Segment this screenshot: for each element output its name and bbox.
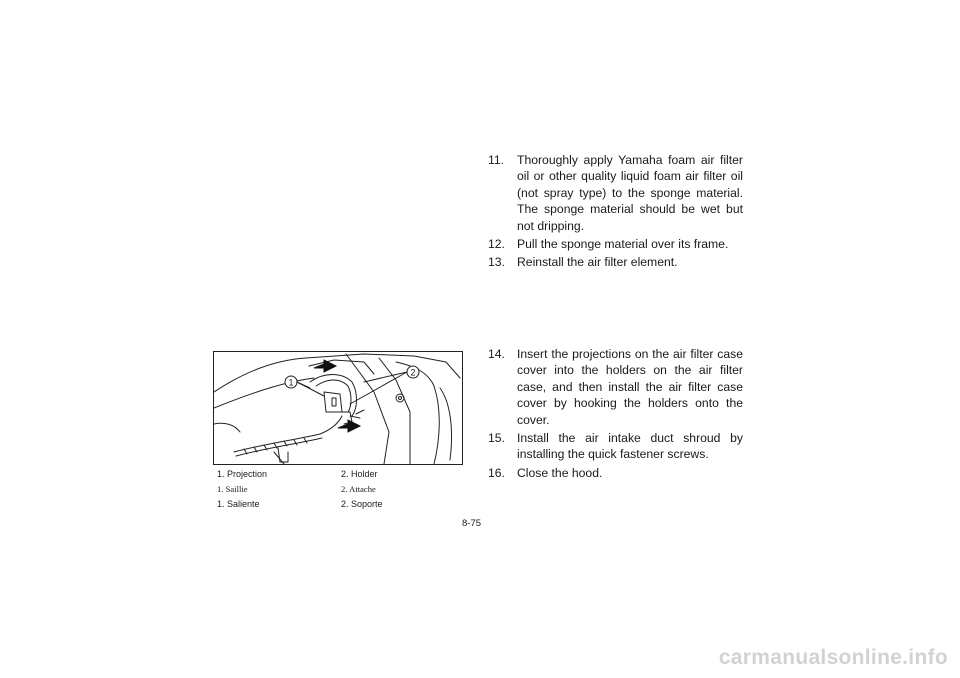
svg-text:2: 2 [410,367,416,378]
step-number: 12. [488,237,505,252]
caption-saillie: 1. Saillie [217,484,248,494]
step-number: 13. [488,255,505,270]
step-number: 15. [488,431,505,446]
air-filter-cover-illustration [213,351,463,465]
instruction-step-12 [488,236,743,252]
caption-projection: 1. Projection [217,469,268,479]
caption-holder: 2. Holder [341,469,378,479]
svg-text:1: 1 [288,377,294,388]
step-text: Close the hood. [517,465,603,480]
instruction-list-bottom [488,346,743,483]
instruction-step-11 [488,152,743,234]
step-text: Install the air intake duct shroud by installing the quick fastener screws. [517,431,743,462]
instruction-list-top [488,152,743,273]
callout-2 [407,366,419,378]
callout-1 [285,376,297,388]
site-watermark: carmanualsonline.info [718,646,948,669]
step-text: Thoroughly apply Yamaha foam air filter oil or other quality liquid foam air filter oil (not spray type) to the sponge material. The sponge material should be wet but not dripping. [517,153,743,233]
instruction-step-16 [488,465,743,481]
instruction-step-14 [488,346,743,428]
air-filter-case-drawing [214,352,462,464]
step-number: 16. [488,465,505,480]
page-number: 8-75 [462,518,482,529]
step-text: Pull the sponge material over its frame. [517,237,729,252]
caption-saliente: 1. Saliente [217,499,260,509]
instruction-step-15 [488,430,743,463]
step-text: Reinstall the air filter element. [517,255,678,270]
step-number: 14. [488,347,505,361]
caption-soporte: 2. Soporte [341,499,383,509]
caption-attache: 2. Attache [341,484,376,494]
step-number: 11. [488,153,505,167]
step-text: Insert the projections on the air filter case cover into the holders on the air filter case, and then install the air filter case cover by hooking the holders onto the cover. [517,347,743,427]
instruction-step-13 [488,254,743,270]
